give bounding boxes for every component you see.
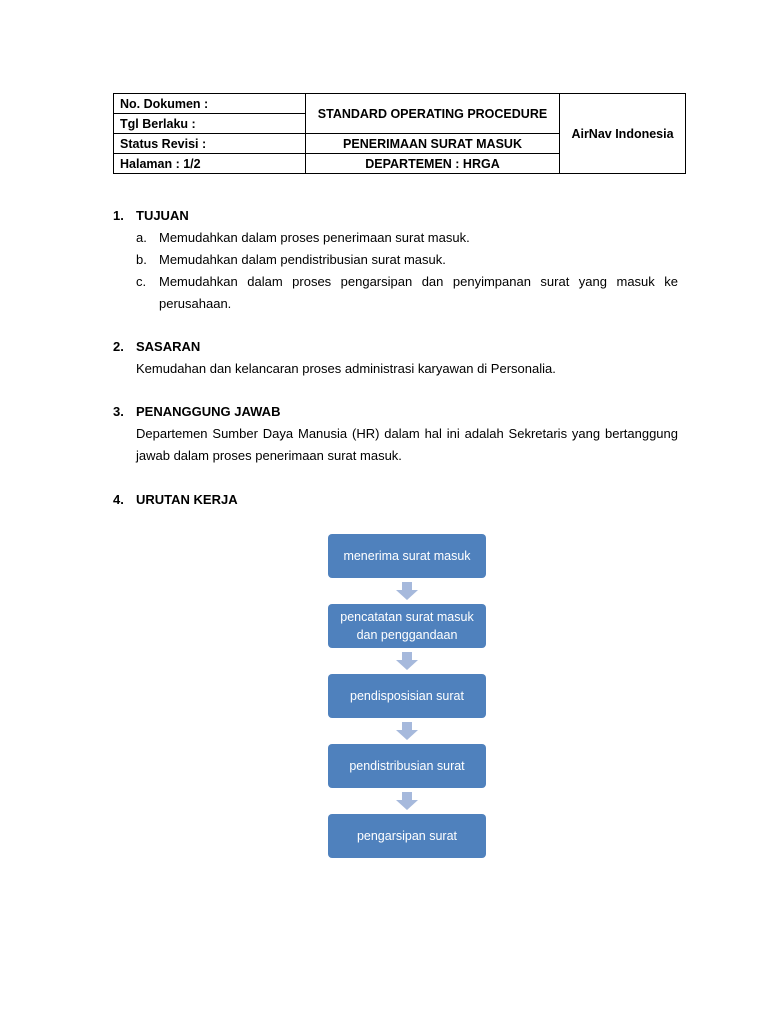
list-item-letter: a. — [136, 230, 147, 245]
document-header-table — [113, 93, 686, 174]
section-body — [113, 227, 678, 315]
section-urutan-kerja — [113, 489, 678, 511]
down-arrow-shape — [396, 722, 418, 740]
section-body: Departemen Sumber Daya Manusia (HR) dalam hal ini adalah Sekretaris yang bertanggung jawab dalam proses penerimaan surat masuk. — [136, 426, 678, 463]
flow-step-box: pencatatan surat masuk dan penggandaan — [328, 604, 486, 648]
sop-title-cell: STANDARD OPERATING PROCEDURE — [306, 94, 560, 134]
department-cell: DEPARTEMEN : HRGA — [306, 154, 560, 174]
section-number: 4. — [113, 492, 124, 507]
list-item-text: Memudahkan dalam proses pengarsipan dan penyimpanan surat yang masuk ke perusahaan. — [159, 274, 678, 311]
section-heading — [113, 401, 678, 423]
list-item-text: Memudahkan dalam pendistribusian surat masuk. — [159, 252, 446, 267]
down-arrow-shape — [396, 582, 418, 600]
section-penanggung-jawab — [113, 401, 678, 467]
list-item-text: Memudahkan dalam proses penerimaan surat masuk. — [159, 230, 470, 245]
section-number: 1. — [113, 208, 124, 223]
status-revisi-cell: Status Revisi : — [114, 134, 306, 154]
list-item — [136, 271, 678, 315]
flow-step-box: pendisposisian surat — [328, 674, 486, 718]
section-title: PENANGGUNG JAWAB — [136, 404, 281, 419]
down-arrow-shape — [396, 792, 418, 810]
subject-cell: PENERIMAAN SURAT MASUK — [306, 134, 560, 154]
section-heading — [113, 489, 678, 511]
section-title: TUJUAN — [136, 208, 189, 223]
section-heading — [113, 336, 678, 358]
flow-step-box: pengarsipan surat — [328, 814, 486, 858]
tgl-berlaku-cell: Tgl Berlaku : — [114, 114, 306, 134]
workflow-flowchart — [328, 534, 486, 860]
section-tujuan — [113, 205, 678, 315]
section-number: 3. — [113, 404, 124, 419]
section-title: SASARAN — [136, 339, 201, 354]
list-item — [136, 227, 678, 249]
section-title: URUTAN KERJA — [136, 492, 238, 507]
down-arrow-shape — [396, 652, 418, 670]
flow-step-box: pendistribusian surat — [328, 744, 486, 788]
down-arrow-icon — [396, 722, 418, 740]
down-arrow-icon — [396, 792, 418, 810]
down-arrow-icon — [396, 652, 418, 670]
halaman-cell: Halaman : 1/2 — [114, 154, 306, 174]
no-dokumen-cell: No. Dokumen : — [114, 94, 306, 114]
flow-step-box: menerima surat masuk — [328, 534, 486, 578]
section-heading — [113, 205, 678, 227]
company-cell: AirNav Indonesia — [560, 94, 686, 174]
section-number: 2. — [113, 339, 124, 354]
list-item-letter: b. — [136, 252, 147, 267]
section-sasaran — [113, 336, 678, 380]
list-item-letter: c. — [136, 274, 147, 289]
down-arrow-icon — [396, 582, 418, 600]
list-item — [136, 249, 678, 271]
section-body: Kemudahan dan kelancaran proses administrasi karyawan di Personalia. — [136, 361, 556, 376]
